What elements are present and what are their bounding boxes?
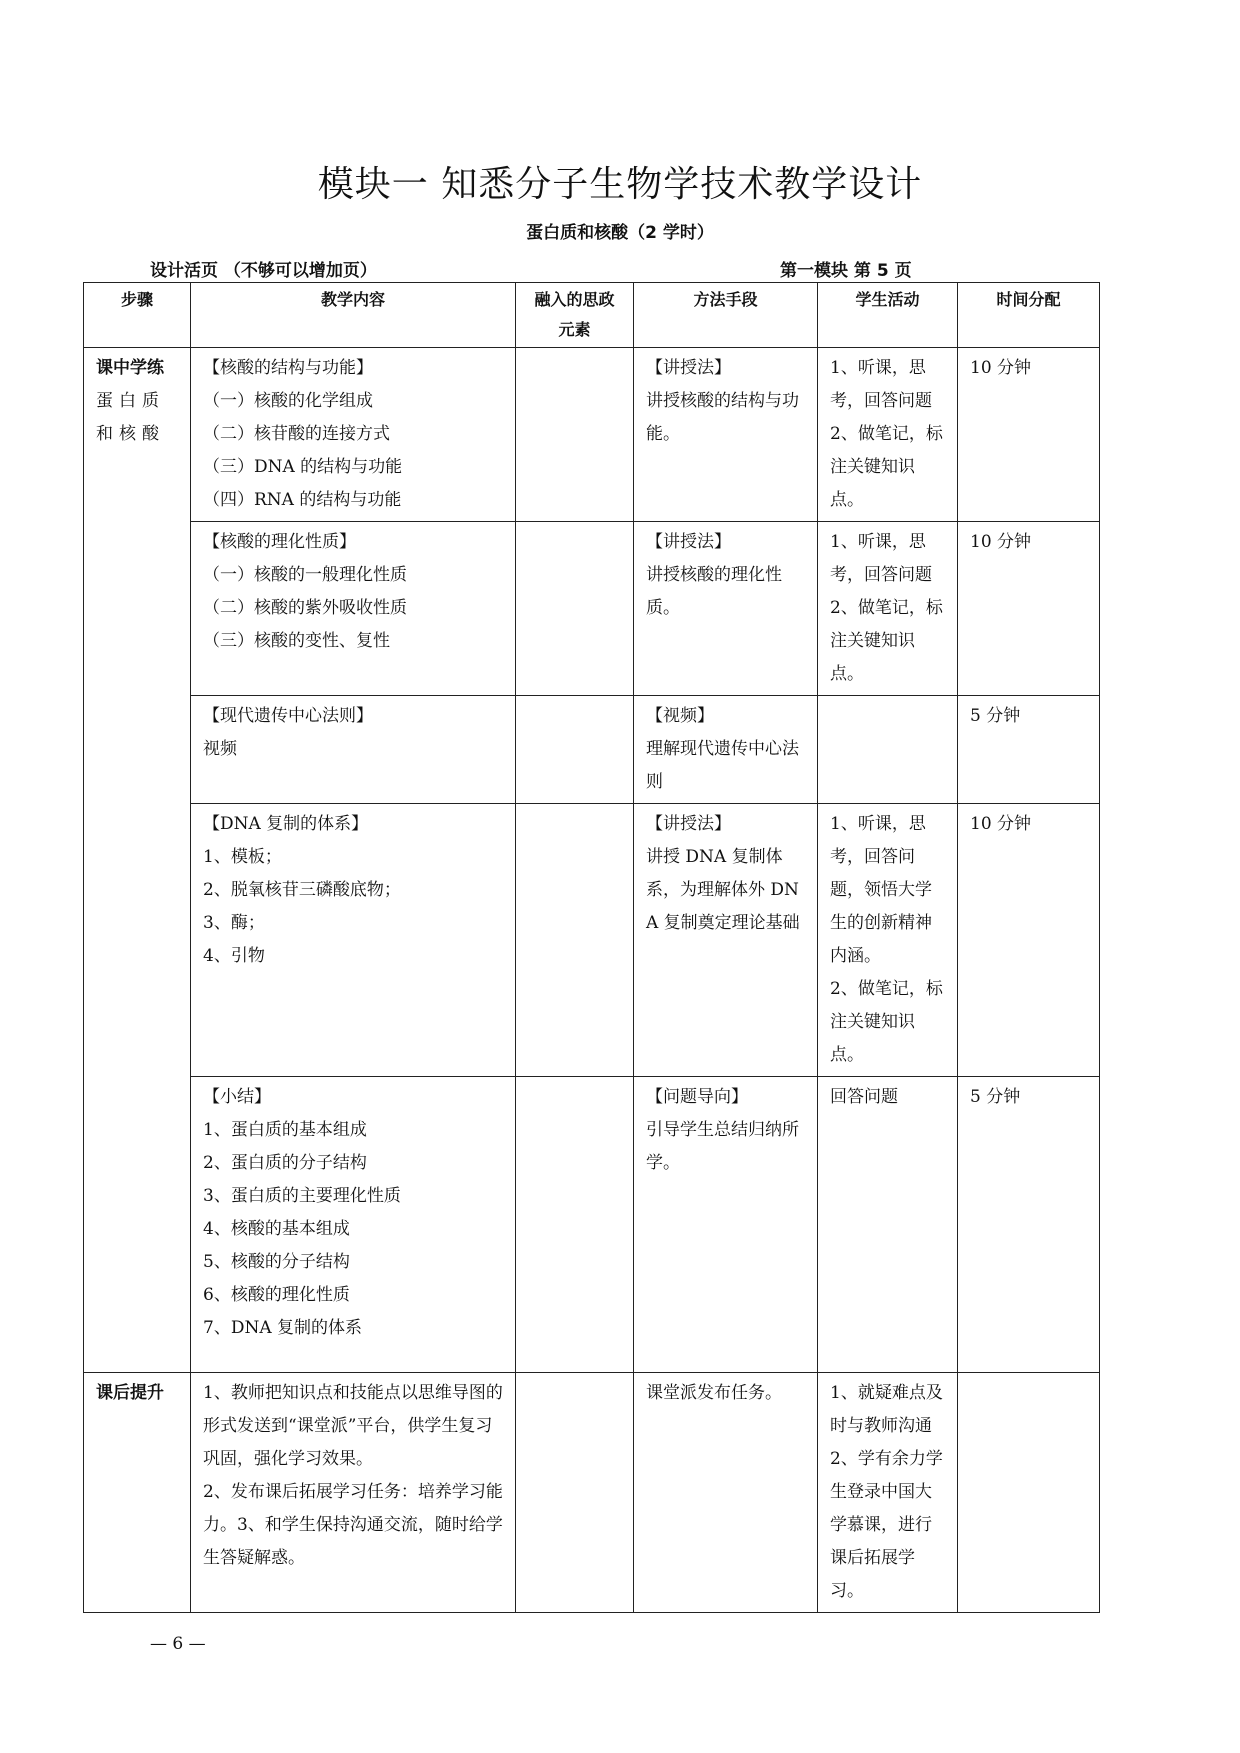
method-line: 【讲授法】 [646,814,731,834]
activity-line: 1、听课，思考，回答问题 [830,532,932,585]
content-line: 7、DNA 复制的体系 [203,1318,363,1338]
method-cell [634,522,818,696]
time-cell: 5 分钟 [958,696,1100,804]
table-row [84,348,1100,522]
table-row [84,696,1100,804]
content-line: 1、模板； [203,847,282,867]
content-line: 6、核酸的理化性质 [203,1285,350,1305]
content-cell [191,348,516,522]
method-line: 讲授核酸的结构与功能。 [646,391,799,444]
content-line: 1、蛋白质的基本组成 [203,1120,367,1140]
method-line: 【视频】 [646,706,714,726]
content-line: （一）核酸的一般理化性质 [203,565,407,585]
activity-cell [818,696,958,804]
content-line: 【DNA 复制的体系】 [203,814,369,834]
method-cell [634,1373,818,1613]
header-ideology-line1: 融入的思政 [534,290,615,309]
content-line: 【小结】 [203,1087,271,1107]
method-cell [634,804,818,1077]
design-sheet-note: 设计活页 （不够可以增加页） [150,261,377,281]
method-line: 【问题导向】 [646,1087,748,1107]
page-number: — 6 — [150,1634,206,1654]
step-title: 课后提升 [96,1383,164,1403]
content-line: （三）DNA 的结构与功能 [203,457,403,477]
method-line: 引导学生总结归纳所学。 [646,1120,799,1173]
table-row [84,522,1100,696]
header-ideology [516,283,634,348]
method-line: 【讲授法】 [646,532,731,552]
activity-cell [818,522,958,696]
step-subtitle: 蛋白质和核酸 [96,391,165,444]
ideology-cell [516,1373,634,1613]
method-cell [634,348,818,522]
step-title: 课中学练 [96,358,164,378]
content-cell [191,804,516,1077]
activity-cell [818,1077,958,1373]
content-line: （四）RNA 的结构与功能 [203,490,402,510]
content-line: （三）核酸的变性、复性 [203,631,390,651]
content-cell [191,696,516,804]
time-cell: 10 分钟 [958,804,1100,1077]
activity-line: 2、做笔记，标注关键知识点。 [830,598,943,684]
ideology-cell [516,804,634,1077]
content-line: 2、蛋白质的分子结构 [203,1153,367,1173]
method-cell [634,696,818,804]
table-row [84,1077,1100,1373]
table-row [84,804,1100,1077]
content-line: 3、酶； [203,913,265,933]
activity-line: 2、做笔记，标注关键知识点。 [830,979,943,1065]
ideology-cell [516,696,634,804]
ideology-cell [516,522,634,696]
method-line: 理解现代遗传中心法则 [646,739,799,792]
content-line: （二）核酸的紫外吸收性质 [203,598,407,618]
step-cell-in-class [84,348,191,1373]
header-ideology-line2: 元素 [558,320,591,339]
activity-line: 1、听课，思考，回答问题 [830,358,932,411]
ideology-cell [516,348,634,522]
time-cell [958,1373,1100,1613]
header-step: 步骤 [84,283,191,348]
content-line: （一）核酸的化学组成 [203,391,373,411]
activity-line: 1、听课，思考，回答问题，领悟大学生的创新精神内涵。 [830,814,932,966]
content-line: 2、脱氧核苷三磷酸底物； [203,880,401,900]
activity-line: 1、就疑难点及时与教师沟通 [830,1383,943,1436]
content-line: 视频 [203,739,237,759]
content-cell [191,1077,516,1373]
header-content: 教学内容 [191,283,516,348]
lesson-plan-table [83,282,1100,1613]
ideology-cell [516,1077,634,1373]
time-cell: 10 分钟 [958,522,1100,696]
header-activity: 学生活动 [818,283,958,348]
content-line: 3、蛋白质的主要理化性质 [203,1186,401,1206]
module-page-label: 第一模块 第 5 页 [780,261,912,281]
content-line: 【现代遗传中心法则】 [203,706,373,726]
content-line: 【核酸的结构与功能】 [203,358,373,378]
time-cell: 10 分钟 [958,348,1100,522]
activity-cell [818,1373,958,1613]
content-line: （二）核苷酸的连接方式 [203,424,390,444]
activity-cell [818,348,958,522]
document-subtitle: 蛋白质和核酸（2 学时） [526,223,714,243]
content-line: 【核酸的理化性质】 [203,532,356,552]
activity-cell [818,804,958,1077]
header-time: 时间分配 [958,283,1100,348]
step-cell-after-class [84,1373,191,1613]
content-line: 4、引物 [203,946,265,966]
method-line: 课堂派发布任务。 [646,1383,782,1403]
content-cell [191,522,516,696]
activity-line: 2、做笔记，标注关键知识点。 [830,424,943,510]
method-cell [634,1077,818,1373]
table-row [84,1373,1100,1613]
content-line: 1、教师把知识点和技能点以思维导图的形式发送到“课堂派”平台，供学生复习巩固，强化学习效果。 [203,1383,503,1469]
table-header-row [84,283,1100,348]
content-line: 5、核酸的分子结构 [203,1252,350,1272]
method-line: 讲授 DNA 复制体系，为理解体外 DNA 复制奠定理论基础 [646,847,800,933]
content-line: 2、发布课后拓展学习任务：培养学习能力。3、和学生保持沟通交流，随时给学生答疑解惑。 [203,1482,503,1568]
activity-line: 2、学有余力学生登录中国大学慕课，进行课后拓展学习。 [830,1449,943,1601]
header-method: 方法手段 [634,283,818,348]
document-title: 模块一 知悉分子生物学技术教学设计 [317,164,923,205]
method-line: 【讲授法】 [646,358,731,378]
time-cell: 5 分钟 [958,1077,1100,1373]
content-cell [191,1373,516,1613]
content-line: 4、核酸的基本组成 [203,1219,350,1239]
method-line: 讲授核酸的理化性质。 [646,565,782,618]
activity-line: 回答问题 [830,1087,898,1107]
